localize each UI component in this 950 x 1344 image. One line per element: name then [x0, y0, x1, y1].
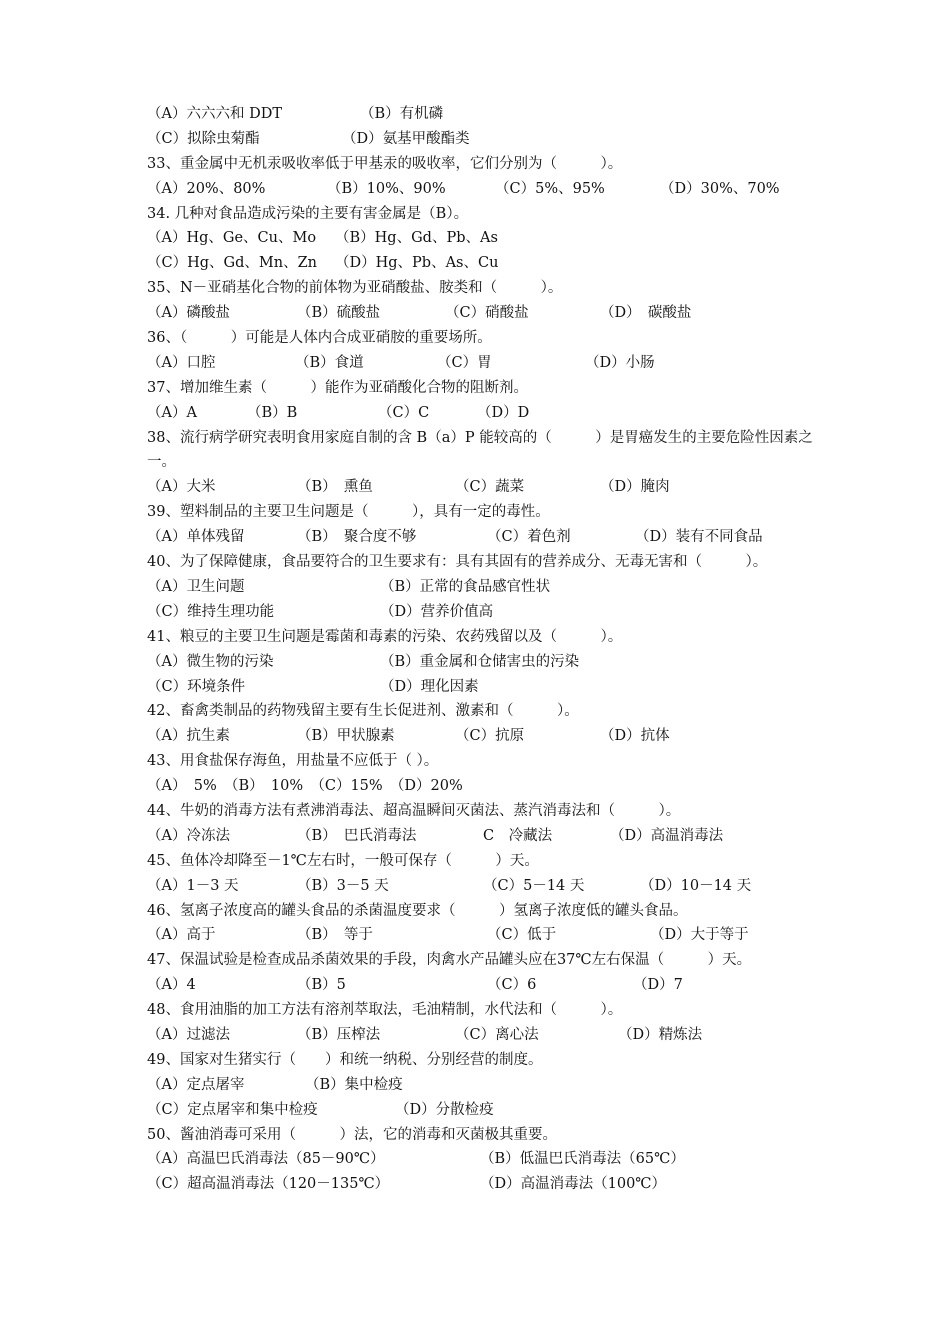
question-42 [147, 699, 827, 724]
question-text: 45、鱼体冷却降至－1℃左右时，一般可保存（ ）天。 [147, 852, 539, 869]
option-a: （A）冷冻法 [147, 827, 230, 844]
question-44 [147, 799, 827, 824]
option-d: （D）装有不同食品 [635, 529, 763, 546]
option-d: （D） 碳酸盐 [600, 305, 692, 322]
option-line [147, 973, 827, 998]
option-c: （C）5%、95% [495, 180, 605, 197]
option-a: （A）定点屠宰 [147, 1076, 245, 1093]
option-d: （D）7 [633, 977, 683, 994]
question-text: 41、粮豆的主要卫生问题是霉菌和毒素的污染、农药残留以及（ ）。 [147, 628, 623, 645]
question-47 [147, 948, 827, 973]
option-line [147, 177, 827, 202]
option-line [147, 127, 827, 152]
option-d: （D）氨基甲酸酯类 [342, 130, 470, 147]
option-b: （B）Hg、Gd、Pb、As [335, 230, 498, 247]
option-b: （B）低温巴氏消毒法（65℃） [480, 1151, 685, 1168]
option-line [147, 575, 827, 600]
option-b: （B） 聚合度不够 [297, 529, 417, 546]
option-a: （A）4 [147, 977, 196, 994]
question-38 [147, 426, 827, 476]
option-a: （A）卫生问题 [147, 578, 245, 595]
option-a: （A）大米 [147, 479, 216, 496]
option-d: （D）理化因素 [380, 678, 479, 695]
option-line [147, 774, 827, 799]
option-c: （C）蔬菜 [455, 479, 525, 496]
option-d: （D）D [477, 404, 530, 421]
question-text: 39、塑料制品的主要卫生问题是（ ），具有一定的毒性。 [147, 504, 550, 521]
option-c: （C）离心法 [455, 1026, 539, 1043]
question-text: 38、流行病学研究表明食用家庭自制的含 B（a）P 能较高的（ ）是胃癌发生的主要危险性因素之一。 [147, 429, 813, 471]
option-b: （B）有机磷 [360, 106, 444, 122]
option-d: （D）高温消毒法（100℃） [480, 1176, 667, 1193]
question-text: 49、国家对生猪实行（ ）和统一纳税、分别经营的制度。 [147, 1051, 543, 1068]
question-text: 50、酱油消毒可采用（ ）法，它的消毒和灭菌极其重要。 [147, 1126, 557, 1143]
question-text: 48、食用油脂的加工方法有溶剂萃取法，毛油精制，水代法和（ ）。 [147, 1002, 623, 1019]
option-c: （C）超高温消毒法（120－135℃） [147, 1176, 390, 1193]
question-34 [147, 202, 827, 227]
question-text: 47、保温试验是检查成品杀菌效果的手段，肉禽水产品罐头应在37℃左右保温（ ）天。 [147, 952, 752, 969]
option-c: （C）着色剂 [487, 529, 571, 546]
option-a: （A）A [147, 404, 197, 421]
option-line [147, 1023, 827, 1048]
option-b: （B）10%、90% [327, 180, 446, 197]
option-b: （B）B [247, 404, 298, 421]
option-c: （C）维持生理功能 [147, 603, 275, 620]
option-b: （B）硫酸盐 [297, 305, 381, 322]
option-c: （C）定点屠宰和集中检疫 [147, 1101, 318, 1118]
option-a: （A）高于 [147, 927, 216, 944]
option-d: （D）30%、70% [660, 180, 780, 197]
option-c: （C）低于 [487, 927, 557, 944]
option-d: （D）腌肉 [600, 479, 670, 496]
question-41 [147, 625, 827, 650]
option-c: （C）环境条件 [147, 678, 246, 695]
question-text: 37、增加维生素（ ）能作为亚硝酸化合物的阻断剂。 [147, 379, 528, 396]
option-a: （A）1－3 天 [147, 877, 239, 894]
option-line [147, 1172, 827, 1197]
question-text: 35、N－亚硝基化合物的前体物为亚硝酸盐、胺类和（ ）。 [147, 280, 563, 297]
option-line [147, 824, 827, 849]
question-text: 44、牛奶的消毒方法有煮沸消毒法、超高温瞬间灭菌法、蒸汽消毒法和（ ）。 [147, 802, 681, 819]
option-line [147, 226, 827, 251]
question-text: 46、氢离子浓度高的罐头食品的杀菌温度要求（ ）氢离子浓度低的罐头食品。 [147, 902, 688, 919]
question-46 [147, 899, 827, 924]
option-b: （B） 等于 [297, 927, 373, 944]
option-c: （C）5－14 天 [483, 877, 585, 894]
option-line [147, 650, 827, 675]
option-b: （B） 熏鱼 [297, 479, 373, 496]
question-49 [147, 1048, 827, 1073]
option-b: （B）食道 [295, 354, 364, 371]
question-48 [147, 998, 827, 1023]
option-line [147, 102, 827, 127]
option-line [147, 525, 827, 550]
option-a: （A）单体残留 [147, 529, 245, 546]
option-d: （D）小肠 [585, 354, 655, 371]
option-b: （B） 巴氏消毒法 [297, 827, 417, 844]
option-line [147, 401, 827, 426]
option-line [147, 1147, 827, 1172]
option-c: （C）6 [487, 977, 537, 994]
question-45 [147, 849, 827, 874]
option-line [147, 475, 827, 500]
option-line [147, 724, 827, 749]
question-text: 33、重金属中无机汞吸收率低于甲基汞的吸收率，它们分别为（ ）。 [147, 155, 623, 172]
option-b: （B）重金属和仓储害虫的污染 [380, 653, 580, 670]
option-a: （A）微生物的污染 [147, 653, 274, 670]
option-d: （D）高温消毒法 [610, 827, 724, 844]
option-c: （C）抗原 [455, 728, 525, 745]
question-text: 42、畜禽类制品的药物残留主要有生长促进剂、激素和（ ）。 [147, 703, 579, 720]
question-list [147, 102, 827, 1197]
option-line [147, 874, 827, 899]
option-c: （C）胃 [437, 354, 492, 371]
option-b: （B）5 [297, 977, 346, 994]
option-c: （C）硝酸盐 [445, 305, 529, 322]
option-b: （B）甲状腺素 [297, 728, 395, 745]
option-d: （D）Hg、Pb、As、Cu [335, 255, 499, 272]
option-line [147, 1098, 827, 1123]
question-35 [147, 276, 827, 301]
question-33 [147, 152, 827, 177]
option-a: （A）六六六和 DDT [147, 106, 283, 122]
option-a: （A）口腔 [147, 354, 216, 371]
option-line [147, 1073, 827, 1098]
question-text: 36、（ ）可能是人体内合成亚硝胺的重要场所。 [147, 330, 492, 347]
option-b: （B）3－5 天 [297, 877, 389, 894]
option-d: （D）10－14 天 [640, 877, 752, 894]
question-text: 43、用食盐保存海鱼，用盐量不应低于（ ）。 [147, 753, 439, 770]
question-36 [147, 326, 827, 351]
option-c: C 冷藏法 [483, 827, 553, 844]
question-text: 40、为了保障健康，食品要符合的卫生要求有：具有其固有的营养成分、无毒无害和（ ）。 [147, 554, 768, 571]
question-37 [147, 376, 827, 401]
option-a: （A）Hg、Ge、Cu、Mo [147, 230, 317, 247]
question-43 [147, 749, 827, 774]
question-50 [147, 1123, 827, 1148]
option-d: （D）营养价值高 [380, 603, 494, 620]
option-a: （A）抗生素 [147, 728, 230, 745]
option-b: （B）正常的食品感官性状 [380, 578, 551, 595]
option-a: （A）过滤法 [147, 1026, 230, 1043]
option-b: （B）压榨法 [297, 1026, 381, 1043]
question-39 [147, 500, 827, 525]
option-line [147, 923, 827, 948]
option-c: （C）Hg、Gd、Mn、Zn [147, 255, 317, 272]
option-d: （D）抗体 [600, 728, 670, 745]
option-line [147, 351, 827, 376]
option-a: （A）磷酸盐 [147, 305, 230, 322]
option-d: （D）大于等于 [650, 927, 749, 944]
question-40 [147, 550, 827, 575]
option-a: （A）20%、80% [147, 180, 266, 197]
option-line [147, 301, 827, 326]
option-d: （D）分散检疫 [395, 1101, 494, 1118]
option-c: （C）拟除虫菊酯 [147, 130, 260, 147]
option-d: （D）精炼法 [618, 1026, 703, 1043]
option-line [147, 600, 827, 625]
question-text: 34. 几种对食品造成污染的主要有害金属是（B）。 [147, 205, 469, 222]
option-c: （C）C [378, 404, 430, 421]
option-a: （A）高温巴氏消毒法（85－90℃） [147, 1151, 385, 1168]
option-line [147, 675, 827, 700]
option-line [147, 251, 827, 276]
option-b: （B）集中检疫 [305, 1076, 403, 1093]
option-all: （A） 5% （B） 10% （C）15% （D）20% [147, 778, 463, 795]
